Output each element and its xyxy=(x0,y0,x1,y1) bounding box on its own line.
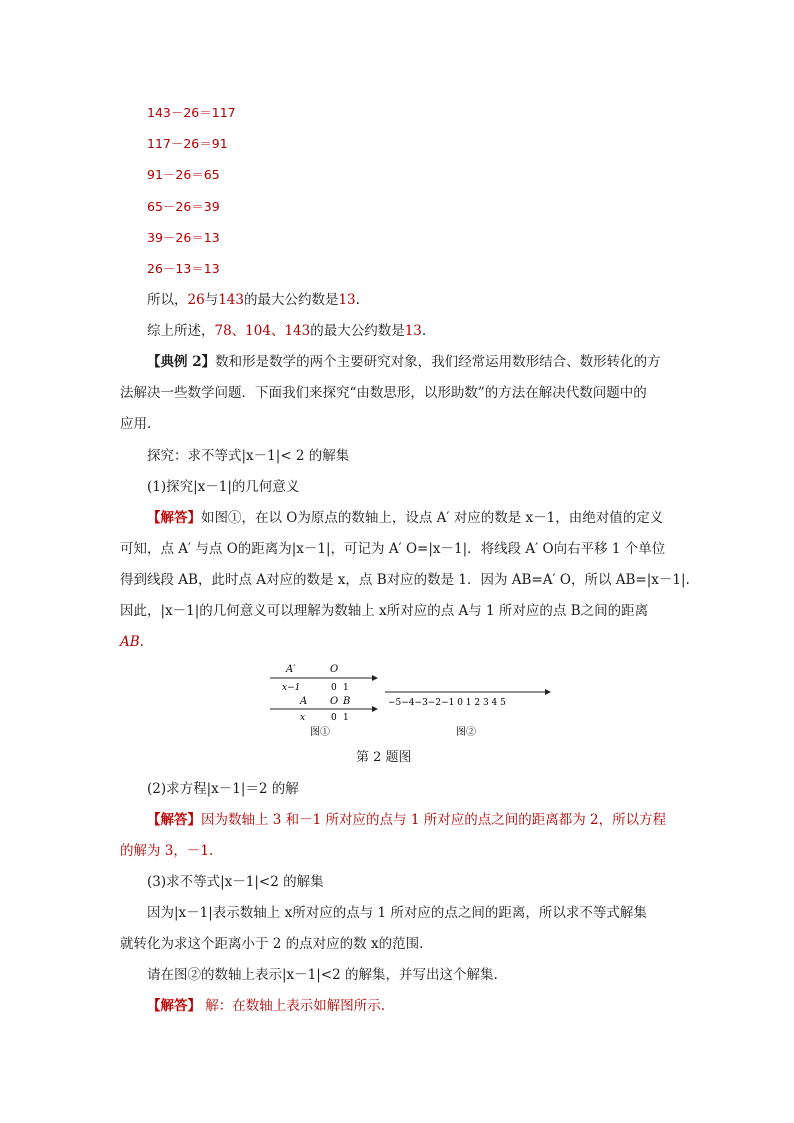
label-one-bottom: 1 xyxy=(343,713,349,723)
answer-tag: 【解答】 xyxy=(147,510,201,526)
part3-title: (3)求不等式|x－1|<2 的解集 xyxy=(147,874,324,890)
label-o-bottom: O xyxy=(330,696,339,707)
example2-line2: 法解决一些数学问题．下面我们来探究“由数思形，以形助数”的方法在解决代数问题中的 xyxy=(120,385,647,401)
fig2-tick-labels: −5−4−3−2−1 0 1 2 3 4 5 xyxy=(388,698,506,708)
calc-line-3: 91－26＝65 xyxy=(147,167,220,182)
label-a-prime: A′ xyxy=(286,664,296,675)
example2-line3: 应用. xyxy=(120,416,152,432)
label-zero-bottom: 0 xyxy=(331,713,337,723)
conclusion-1: 所以，26与143的最大公约数是13. xyxy=(147,292,360,308)
label-zero-top: 0 xyxy=(331,683,337,693)
example2-tag: 【典例 2】 xyxy=(147,354,216,370)
calc-line-1: 143－26＝117 xyxy=(147,105,236,120)
label-x-minus-1: x−1 xyxy=(282,683,301,693)
answer-tag: 【解答】 xyxy=(147,998,201,1014)
number-line-figure xyxy=(260,660,560,740)
calc-line-6: 26－13＝13 xyxy=(147,261,220,276)
part1-line1: 【解答】如图①，在以 O为原点的数轴上，设点 A′ 对应的数是 x－1，由绝对值的定义 xyxy=(147,510,664,526)
conclusion-2: 综上所述，78、104、143的最大公约数是13. xyxy=(147,323,427,339)
part3-line3: 请在图②的数轴上表示|x－1|<2 的解集，并写出这个解集. xyxy=(147,967,498,983)
part1-line4: 因此，|x－1|的几何意义可以理解为数轴上 x所对应的点 A与 1 所对应的点 B之间的距离 xyxy=(120,603,649,619)
arrow-fig2 xyxy=(545,689,551,695)
arrow-top xyxy=(372,675,378,681)
part1-line2: 可知，点 A′ 与点 O的距离为|x－1|，可记为 A′ O=|x－1|．将线段 A′ O向右平移 1 个单位 xyxy=(120,541,666,557)
answer-tag: 【解答】 xyxy=(147,812,201,828)
label-b: B xyxy=(343,696,351,707)
explore-title: 探究：求不等式|x－1|< 2 的解集 xyxy=(147,448,350,464)
figure-caption: 第 2 题图 xyxy=(356,750,412,765)
fig1-caption: 图① xyxy=(310,727,330,738)
part1-line5: AB. xyxy=(120,634,144,650)
calc-line-2: 117－26＝91 xyxy=(147,136,228,151)
part3-line1: 因为|x－1|表示数轴上 x所对应的点与 1 所对应的点之间的距离，所以求不等式解集 xyxy=(147,905,647,921)
fig2-caption: 图② xyxy=(456,727,476,738)
part3-answer: 【解答】 解：在数轴上表示如解图所示. xyxy=(147,998,386,1014)
part2-line1: 【解答】因为数轴上 3 和－1 所对应的点与 1 所对应的点之间的距离都为 2，所以方程 xyxy=(147,812,667,828)
arrow-bottom xyxy=(372,706,378,712)
part1-line3: 得到线段 AB，此时点 A对应的数是 x，点 B对应的数是 1．因为 AB=A′ O，所以 AB=|x－1|. xyxy=(120,572,690,588)
label-one-top: 1 xyxy=(343,683,349,693)
label-x: x xyxy=(300,713,306,723)
part3-line2: 就转化为求这个距离小于 2 的点对应的数 x的范围. xyxy=(120,936,424,952)
part1-title: (1)探究|x－1|的几何意义 xyxy=(147,479,300,495)
example2-line1: 【典例 2】数和形是数学的两个主要研究对象，我们经常运用数形结合、数形转化的方 xyxy=(147,354,661,370)
label-o-top: O xyxy=(330,664,339,675)
part2-line2: 的解为 3，－1. xyxy=(120,843,214,859)
calc-line-4: 65－26＝39 xyxy=(147,199,220,214)
part2-title: (2)求方程|x－1|＝2 的解 xyxy=(147,781,299,797)
calc-line-5: 39－26＝13 xyxy=(147,230,220,245)
label-a: A xyxy=(300,696,308,707)
